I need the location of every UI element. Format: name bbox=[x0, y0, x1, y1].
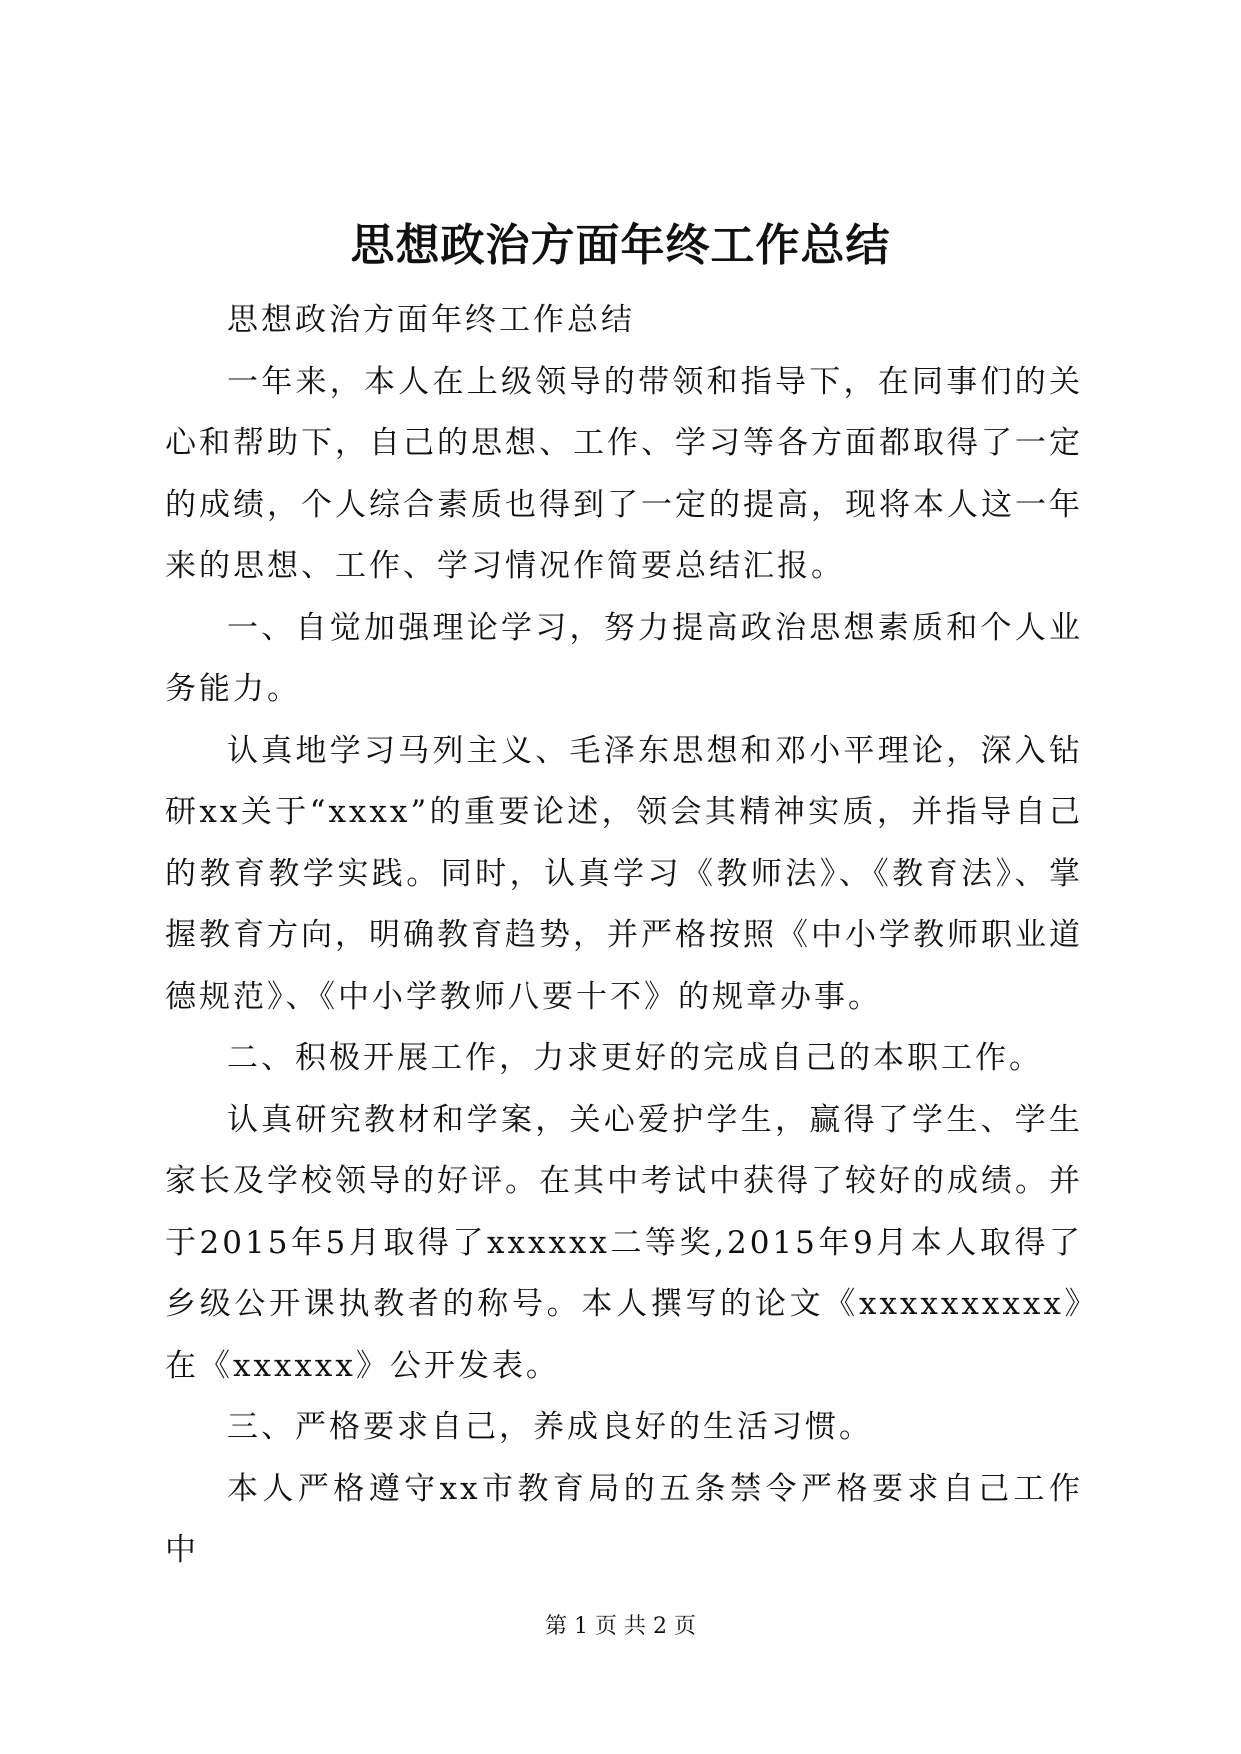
paragraph-intro: 一年来，本人在上级领导的带领和指导下，在同事们的关心和帮助下，自己的思想、工作、学习等各方面都取得了一定的成绩，个人综合素质也得到了一定的提高，现将本人这一年来的思想、工作、学习情况作简要总结汇报。 bbox=[165, 363, 1083, 584]
page-number-footer: 第 1 页 共 2 页 bbox=[545, 1614, 696, 1639]
document-title: 思想政治方面年终工作总结 bbox=[350, 220, 891, 271]
paragraph-section-3: 本人严格遵守xx市教育局的五条禁令严格要求自己工作中 bbox=[165, 1470, 1083, 1568]
paragraph-subtitle: 思想政治方面年终工作总结 bbox=[227, 302, 635, 338]
section-heading-1: 一、自觉加强理论学习，努力提高政治思想素质和个人业务能力。 bbox=[165, 609, 1083, 707]
document-body bbox=[165, 290, 1083, 1582]
section-heading-2: 二、积极开展工作，力求更好的完成自己的本职工作。 bbox=[227, 1040, 1043, 1076]
section-heading-3: 三、严格要求自己，养成良好的生活习惯。 bbox=[227, 1409, 873, 1445]
paragraph-section-1: 认真地学习马列主义、毛泽东思想和邓小平理论，深入钻研xx关于“xxxx”的重要论述，领会其精神实质，并指导自己的教育教学实践。同时，认真学习《教师法》、《教育法》、掌握教育方向，明确教育趋势，并严格按照《中小学教师职业道德规范》、《中小学教师八要十不》的规章办事。 bbox=[165, 732, 1083, 1015]
paragraph-section-2: 认真研究教材和学案，关心爱护学生，赢得了学生、学生家长及学校领导的好评。在其中考试中获得了较好的成绩。并于2015年5月取得了xxxxxx二等奖,2015年9月本人取得了乡级公开课执教者的称号。本人撰写的论文《xxxxxxxxxx》在《xxxxxx》公开发表。 bbox=[165, 1101, 1083, 1384]
